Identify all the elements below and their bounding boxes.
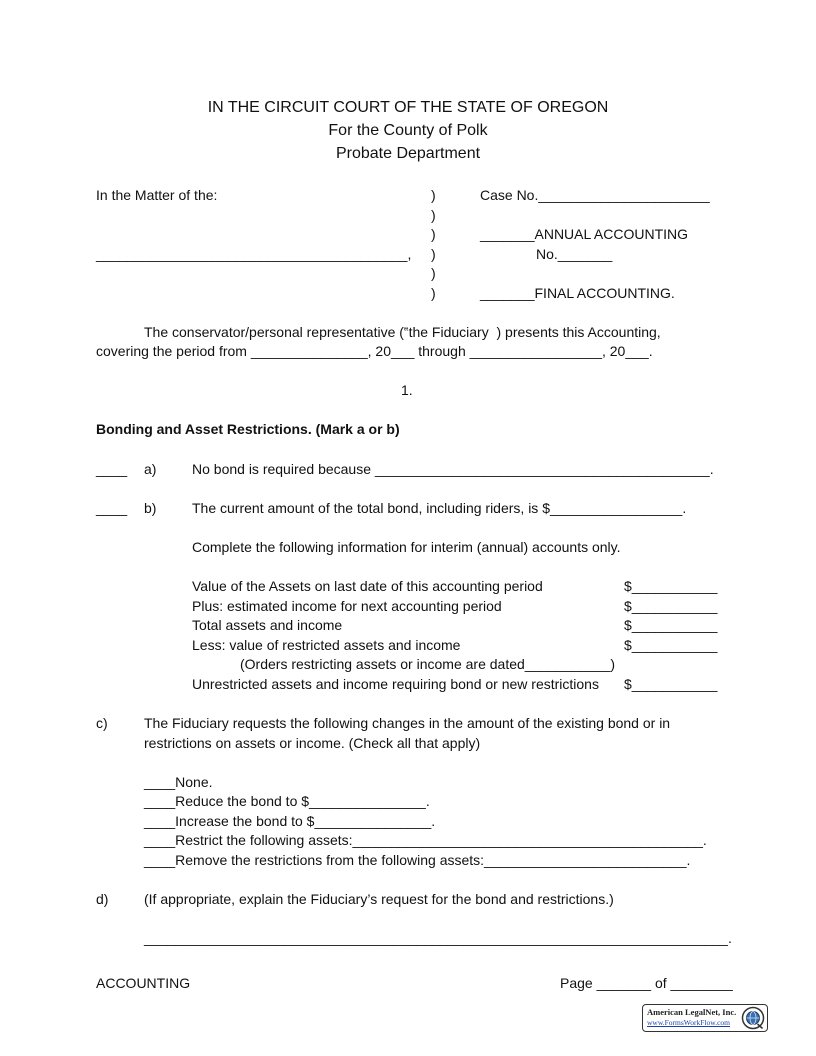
final-accounting-option: _______FINAL ACCOUNTING. bbox=[480, 285, 675, 301]
option-remove-restrictions: ____Remove the restrictions from the following assets:__________________________. bbox=[144, 852, 691, 868]
value-row-label: Total assets and income bbox=[192, 617, 343, 633]
section-c-label: c) bbox=[96, 715, 108, 731]
caption-paren: ) bbox=[431, 285, 436, 301]
value-row-amount: $___________ bbox=[624, 578, 718, 594]
annual-number-field: No._______ bbox=[536, 246, 613, 262]
value-row-label: Value of the Assets on last date of this accounting period bbox=[192, 578, 543, 594]
value-row-amount: $___________ bbox=[624, 637, 718, 653]
unrestricted-label: Unrestricted assets and income requiring bond or new restrictions bbox=[192, 676, 599, 692]
option-none: ____None. bbox=[144, 774, 213, 790]
section-number: 1. bbox=[401, 382, 413, 398]
vendor-link[interactable]: www.FormsWorkFlow.com bbox=[647, 1018, 731, 1027]
option-b-text: The current amount of the total bond, including riders, is $_________________. bbox=[192, 500, 687, 516]
section-c-line-2: restrictions on assets or income. (Check all that apply) bbox=[144, 735, 481, 751]
section-d-text: (If appropriate, explain the Fiduciary’s request for the bond and restrictions.) bbox=[144, 891, 614, 907]
value-row-label: Less: value of restricted assets and income bbox=[192, 637, 461, 653]
footer-page-number: Page _______ of ________ bbox=[560, 975, 733, 991]
annual-accounting-option: _______ANNUAL ACCOUNTING bbox=[480, 226, 689, 242]
option-a-blank: ____ bbox=[96, 461, 128, 477]
value-row-amount: $___________ bbox=[624, 617, 718, 633]
bonding-heading: Bonding and Asset Restrictions. (Mark a or b) bbox=[96, 421, 400, 437]
interim-instructions: Complete the following information for interim (annual) accounts only. bbox=[192, 539, 621, 555]
intro-line-1: The conservator/personal representative (‟the Fiduciary ) presents this Accounting, bbox=[144, 324, 661, 340]
option-b-blank: ____ bbox=[96, 500, 128, 516]
option-increase-bond: ____Increase the bond to $_______________. bbox=[144, 813, 436, 829]
caption-paren: ) bbox=[431, 265, 436, 281]
caption-paren: ) bbox=[431, 207, 436, 223]
matter-label: In the Matter of the: bbox=[96, 187, 218, 203]
department-title: Probate Department bbox=[335, 145, 481, 162]
option-b-label: b) bbox=[144, 500, 157, 516]
vendor-name: American LegalNet, Inc. bbox=[647, 1007, 737, 1017]
caption-paren: ) bbox=[431, 246, 436, 262]
globe-icon bbox=[741, 1006, 765, 1030]
court-title: IN THE CIRCUIT COURT OF THE STATE OF OREGON bbox=[207, 99, 609, 116]
section-d-label: d) bbox=[96, 891, 109, 907]
section-c-line-1: The Fiduciary requests the following changes in the amount of the existing bond or in bbox=[144, 715, 671, 731]
option-restrict-assets: ____Restrict the following assets:_____________________________________________. bbox=[144, 832, 707, 848]
caption-paren: ) bbox=[431, 226, 436, 242]
value-row-label: Plus: estimated income for next accounting period bbox=[192, 598, 502, 614]
value-row-amount: $___________ bbox=[624, 598, 718, 614]
intro-line-2: covering the period from _______________, 20___ through _________________, 20___. bbox=[96, 343, 653, 359]
case-number-field: Case No.______________________ bbox=[480, 187, 710, 203]
county-title: For the County of Polk bbox=[328, 122, 488, 139]
orders-dated-line: (Orders restricting assets or income are dated___________) bbox=[240, 656, 616, 672]
caption-paren: ) bbox=[431, 187, 436, 203]
unrestricted-amount: $___________ bbox=[624, 676, 718, 692]
footer-form-name: ACCOUNTING bbox=[96, 975, 191, 991]
explanation-line: ___________________________________________________________________________. bbox=[144, 930, 732, 946]
vendor-badge[interactable] bbox=[642, 1004, 768, 1032]
option-reduce-bond: ____Reduce the bond to $_______________. bbox=[144, 793, 430, 809]
option-a-label: a) bbox=[144, 461, 157, 477]
party-name-line: ________________________________________, bbox=[96, 246, 412, 262]
option-a-text: No bond is required because ___________________________________________. bbox=[192, 461, 714, 477]
